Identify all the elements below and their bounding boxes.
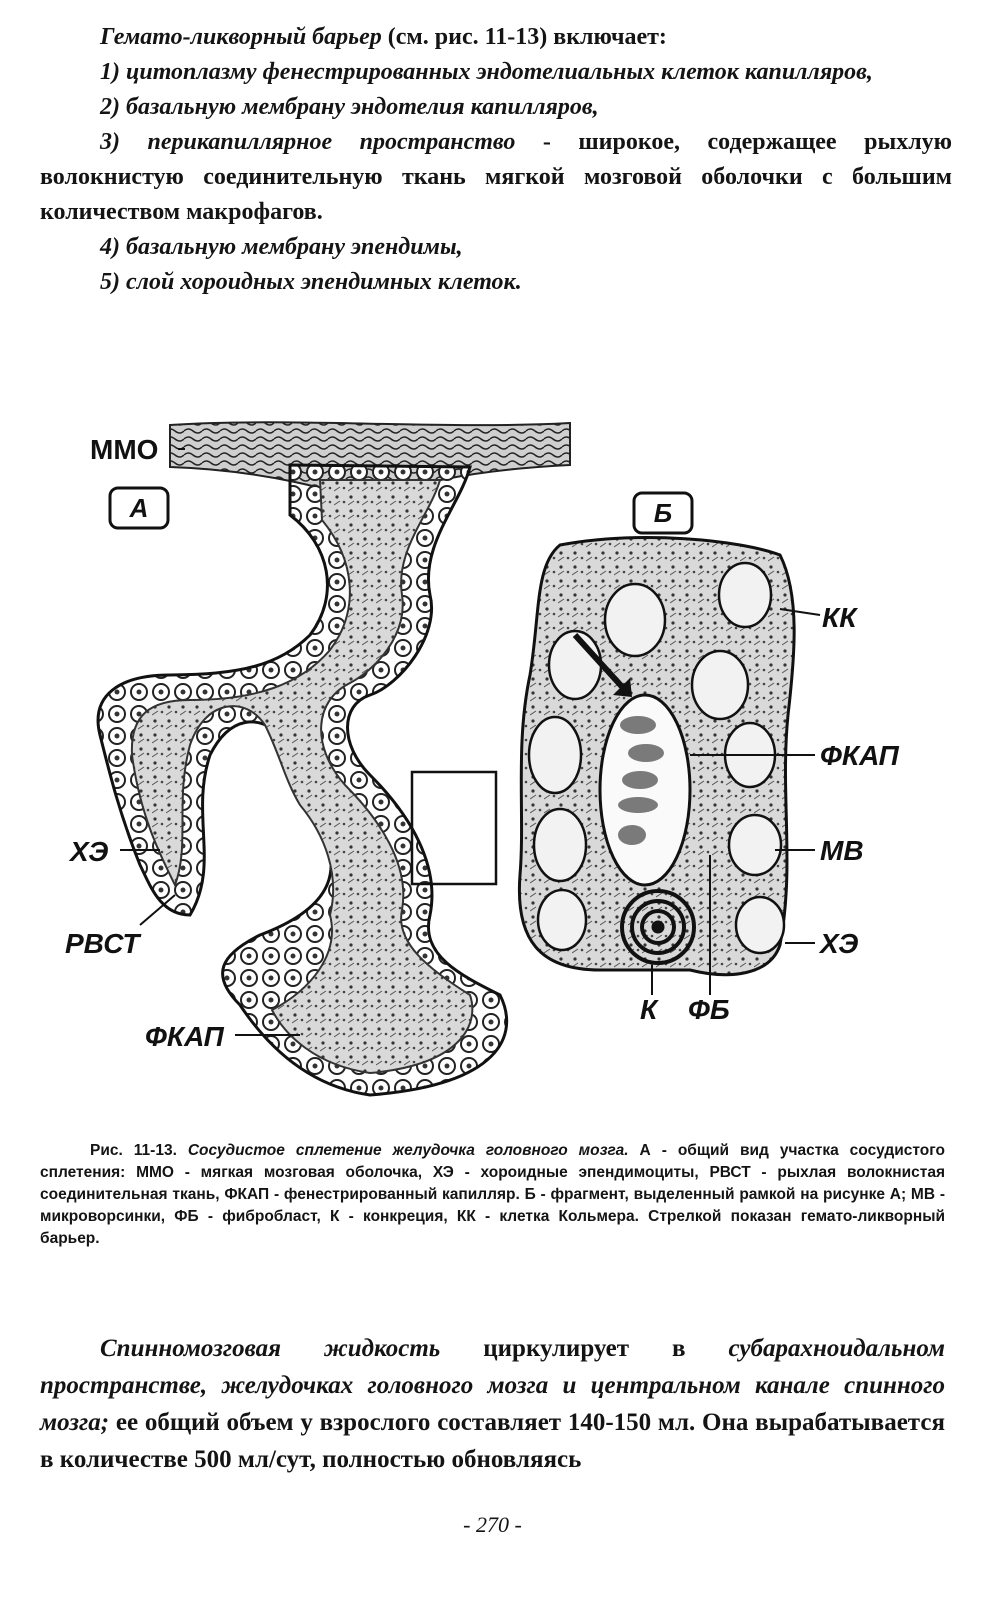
barrier-item-4: 4) базальную мембрану эпендимы, — [100, 234, 463, 260]
csf-term: Спинномозговая жидкость — [100, 1335, 441, 1362]
label-fkap-b: ФКАП — [820, 740, 899, 771]
top-text-block — [40, 20, 952, 300]
label-fb: ФБ — [688, 994, 730, 1025]
svg-text:Б: Б — [653, 498, 673, 528]
label-kk: КК — [822, 602, 857, 633]
panel-b-drawing — [519, 538, 820, 995]
label-he-b: ХЭ — [820, 928, 859, 959]
label-fkap-a: ФКАП — [145, 1021, 224, 1052]
caption-text: А - общий вид участка сосудистого сплетения: ММО - мягкая мозговая оболочка, ХЭ - хороидные эпендимоциты, РВСТ - рыхлая волокнистая соединительная ткань, ФКАП - фенестрированный капилляр. Б - фрагмент, выделенный рамкой на рисунке А; МВ - микроворсинки, ФБ - фибробласт, К - конкреция, КК - клетка Кольмера. Стрелкой показан гемато-ликворный барьер. — [40, 1142, 945, 1247]
figure-caption — [40, 1140, 945, 1250]
barrier-item-3 — [40, 125, 952, 230]
label-k: К — [640, 994, 658, 1025]
barrier-intro — [40, 20, 952, 55]
caption-number: Рис. 11-13. — [90, 1142, 177, 1159]
choroid-plexus-figure — [40, 395, 952, 1130]
page-number: - 270 - — [463, 1512, 522, 1537]
panel-b-badge — [634, 493, 692, 533]
label-he-a: ХЭ — [70, 836, 109, 867]
csf-places: субарахноидальном пространстве, желудочках головного мозга и центральном канале спинного мозга; — [40, 1335, 945, 1436]
barrier-item-2: 2) базальную мембрану эндотелия капилляров, — [100, 94, 599, 120]
concretion — [622, 891, 694, 963]
svg-text:А: А — [129, 493, 149, 523]
barrier-item-1: 1) цитоплазму фенестрированных эндотелиальных клеток капилляров, — [100, 59, 873, 85]
caption-title: Сосудистое сплетение желудочка головного мозга. — [187, 1142, 629, 1159]
barrier-intro-text: (см. рис. 11-13) включает: — [381, 24, 667, 50]
label-rvst: РВСТ — [65, 928, 140, 959]
label-mv: МВ — [820, 835, 864, 866]
barrier-term: Гемато-ликворный барьер — [100, 24, 382, 50]
panel-a-badge — [110, 488, 168, 528]
barrier-item-3-text: - широкое, содержащее рыхлую волокнистую соединительную ткань мягкой мозговой оболочки с большим количеством макрофагов. — [40, 129, 952, 225]
barrier-item-3-term: 3) перикапиллярное пространство — [100, 129, 516, 155]
csf-paragraph: Спинномозговая жидкость циркулирует в субарахноидальном пространстве, желудочках головного мозга и центральном канале спинного мозга; ее общий объем у взрослого составляет 140-150 мл. Она вырабатывается в количестве 500 мл/сут, полностью обновляясь — [40, 1335, 945, 1473]
label-mmo: ММО — [90, 434, 159, 465]
barrier-item-5: 5) слой хороидных эпендимных клеток. — [100, 269, 522, 295]
